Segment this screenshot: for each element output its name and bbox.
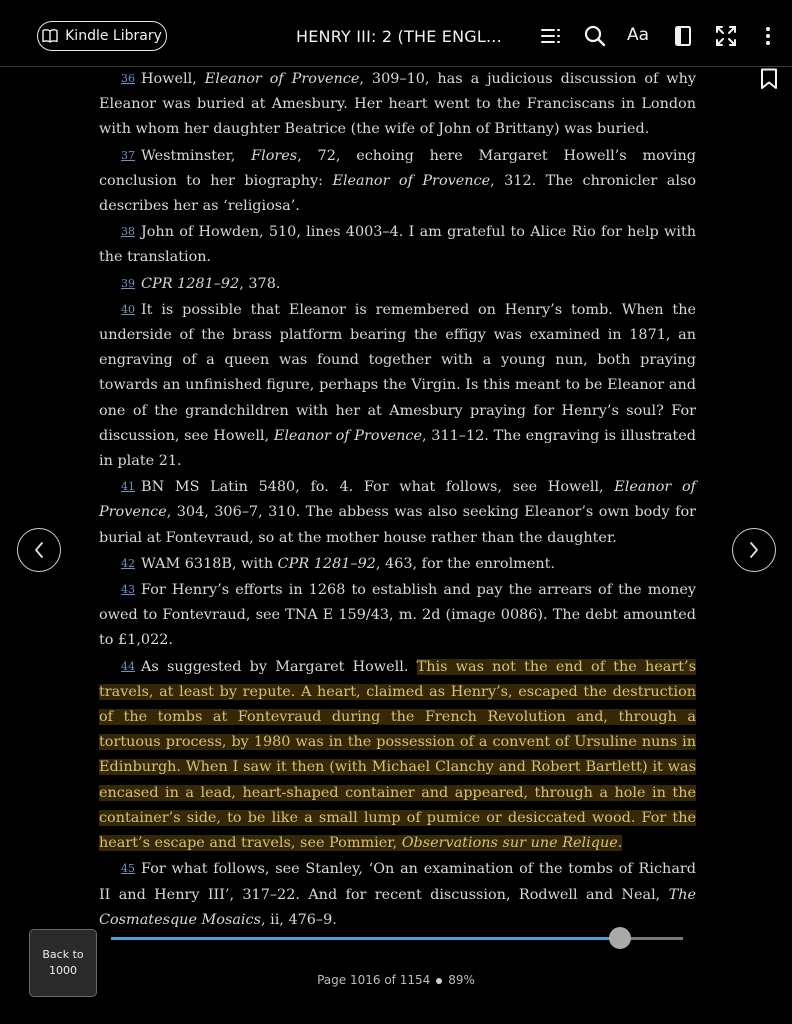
fullscreen-icon[interactable]: [714, 24, 738, 48]
footnote-text: CPR 1281–92: [141, 275, 240, 292]
footnote-text: John of Howden, 510, lines 4003–4. I am grateful to Alice Rio for help with the translation.: [99, 224, 696, 266]
page-content: [99, 66, 696, 933]
footnote-text: For Henry’s efforts in 1268 to establish and pay the arrears of the money owed to Fontevraud, see TNA E 159/43, m. 2d (image 0086). The debt amounted to £1,022.: [99, 582, 696, 649]
font-settings-button[interactable]: Aa: [627, 25, 650, 45]
back-label-line2: 1000: [49, 964, 77, 977]
footnote-text: Flores: [251, 147, 298, 164]
page-info: [0, 973, 792, 987]
percent-label: 89%: [448, 973, 475, 987]
footnote-text: , 312. The chronicler also describes her as ‘religiosa’.: [99, 172, 697, 215]
kindle-library-button[interactable]: [37, 21, 167, 51]
footnote: [99, 856, 696, 933]
chevron-right-icon: [748, 541, 760, 559]
footnote-text: , 72, echoing here Margaret Howell’s moving conclusion to her biography:: [99, 147, 696, 189]
footnote-text: BN MS Latin 5480, fo. 4. For what follows, see Howell,: [141, 479, 615, 496]
progress-fill: [111, 937, 620, 940]
footnote-text: Howell,: [141, 71, 205, 87]
footnote-number-link[interactable]: 44: [121, 659, 135, 673]
footnote-number-link[interactable]: 43: [121, 583, 135, 597]
footnote-number-link[interactable]: 41: [121, 480, 135, 494]
footnote-text: Eleanor of Provence: [204, 71, 360, 87]
separator-dot: [436, 978, 442, 984]
next-page-button[interactable]: [732, 528, 776, 572]
footnote-number-link[interactable]: 39: [121, 276, 135, 290]
footnote-number-link[interactable]: 36: [121, 72, 135, 85]
bookmark-icon[interactable]: [760, 68, 778, 90]
footnote: [99, 474, 696, 551]
footnote-text: It is possible that Eleanor is remembered on Henry’s tomb. When the underside of the brass platform bearing the effigy was examined in 1871, an engraving of a queen was found together with a young nun, both praying towards an unfinished figure, perhaps the Virgin. Is this meant to be Eleanor and one of the grandchildren with her at Amesbury praying for Henry’s soul? For discussion, see Howell,: [99, 301, 696, 444]
footnote: [99, 297, 696, 474]
footnote-text: , 309–10, has a judicious discussion of why Eleanor was buried at Amesbury. Her heart went to the Franciscans in London with whom her daughter Beatrice (the wife of John of Brittany) was buried.: [99, 71, 696, 138]
progress-slider[interactable]: [111, 937, 683, 940]
progress-thumb[interactable]: [609, 927, 631, 949]
footnote-number-link[interactable]: 45: [121, 862, 135, 876]
footnote: [99, 551, 696, 577]
footnote-text: Westminster,: [141, 147, 252, 164]
footnote: [99, 577, 696, 654]
previous-page-button[interactable]: [17, 528, 61, 572]
footnote-text: , 304, 306–7, 310. The abbess was also seeking Eleanor’s own body for burial at Fontevraud, so at the mother house rather than the daughter.: [99, 504, 696, 546]
footnote-text: WAM 6318B, with: [141, 555, 278, 572]
more-icon[interactable]: [756, 24, 780, 48]
highlighted-text: This was not the end of the heart’s travels, at least by repute. A heart, claimed as Henry’s, escaped the destruction of the tombs at Fontevraud during the French Revolution and, through a tortuous process, by 1980 was in the possession of a convent of Ursuline nuns in Edinburgh. When I saw it then (with Michael Clanchy and Robert Bartlett) it was encased in a lead, heart-shaped container and appeared, through a hole in the container’s side, to be like a small lump of pumice or desiccated wood. For the heart’s escape and travels, see Pommier,: [99, 658, 696, 852]
toc-icon[interactable]: [539, 24, 563, 48]
page-label: Page 1016 of 1154: [317, 973, 431, 987]
search-icon[interactable]: [583, 24, 607, 48]
footnote-text: For what follows, see Stanley, ‘On an examination of the tombs of Richard II and Henry III’, 317–22. And for recent discussion, Rodwell and Neal,: [99, 861, 696, 903]
footnote-text: Eleanor of Provence: [273, 427, 422, 444]
footnote-text: CPR 1281–92: [277, 555, 376, 572]
footnote-text: As suggested by Margaret Howell.: [141, 658, 417, 675]
footnote-number-link[interactable]: 42: [121, 556, 135, 570]
footnote-text: , 378.: [239, 275, 281, 292]
highlighted-text: .: [617, 835, 623, 852]
footnote-text: Eleanor of Provence: [332, 172, 491, 189]
layout-icon[interactable]: [671, 24, 695, 48]
book-title: HENRY III: 2 (THE ENGL...: [296, 27, 502, 46]
footnote-text: , 463, for the enrolment.: [375, 555, 555, 572]
back-label-line1: Back to: [42, 948, 84, 961]
footnote: [99, 271, 696, 297]
footnote-number-link[interactable]: 38: [121, 225, 135, 239]
book-icon: [42, 29, 58, 43]
highlighted-text: Observations sur une Relique: [401, 835, 618, 852]
footnote: [99, 66, 696, 143]
footnote: [99, 654, 696, 857]
footnote-number-link[interactable]: 37: [121, 148, 135, 162]
footnote: [99, 143, 696, 220]
kindle-library-label: Kindle Library: [65, 28, 162, 44]
footnote-text: Eleanor of Provence: [99, 479, 696, 521]
footnote-text: The Cosmatesque Mosaics: [99, 886, 696, 928]
footnote-number-link[interactable]: 40: [121, 302, 135, 316]
footnote: [99, 219, 696, 270]
top-toolbar: [0, 0, 792, 67]
chevron-left-icon: [33, 541, 45, 559]
footnote-text: , ii, 476–9.: [260, 911, 337, 928]
footnote-text: , 311–12. The engraving is illustrated in plate 21.: [99, 427, 696, 470]
